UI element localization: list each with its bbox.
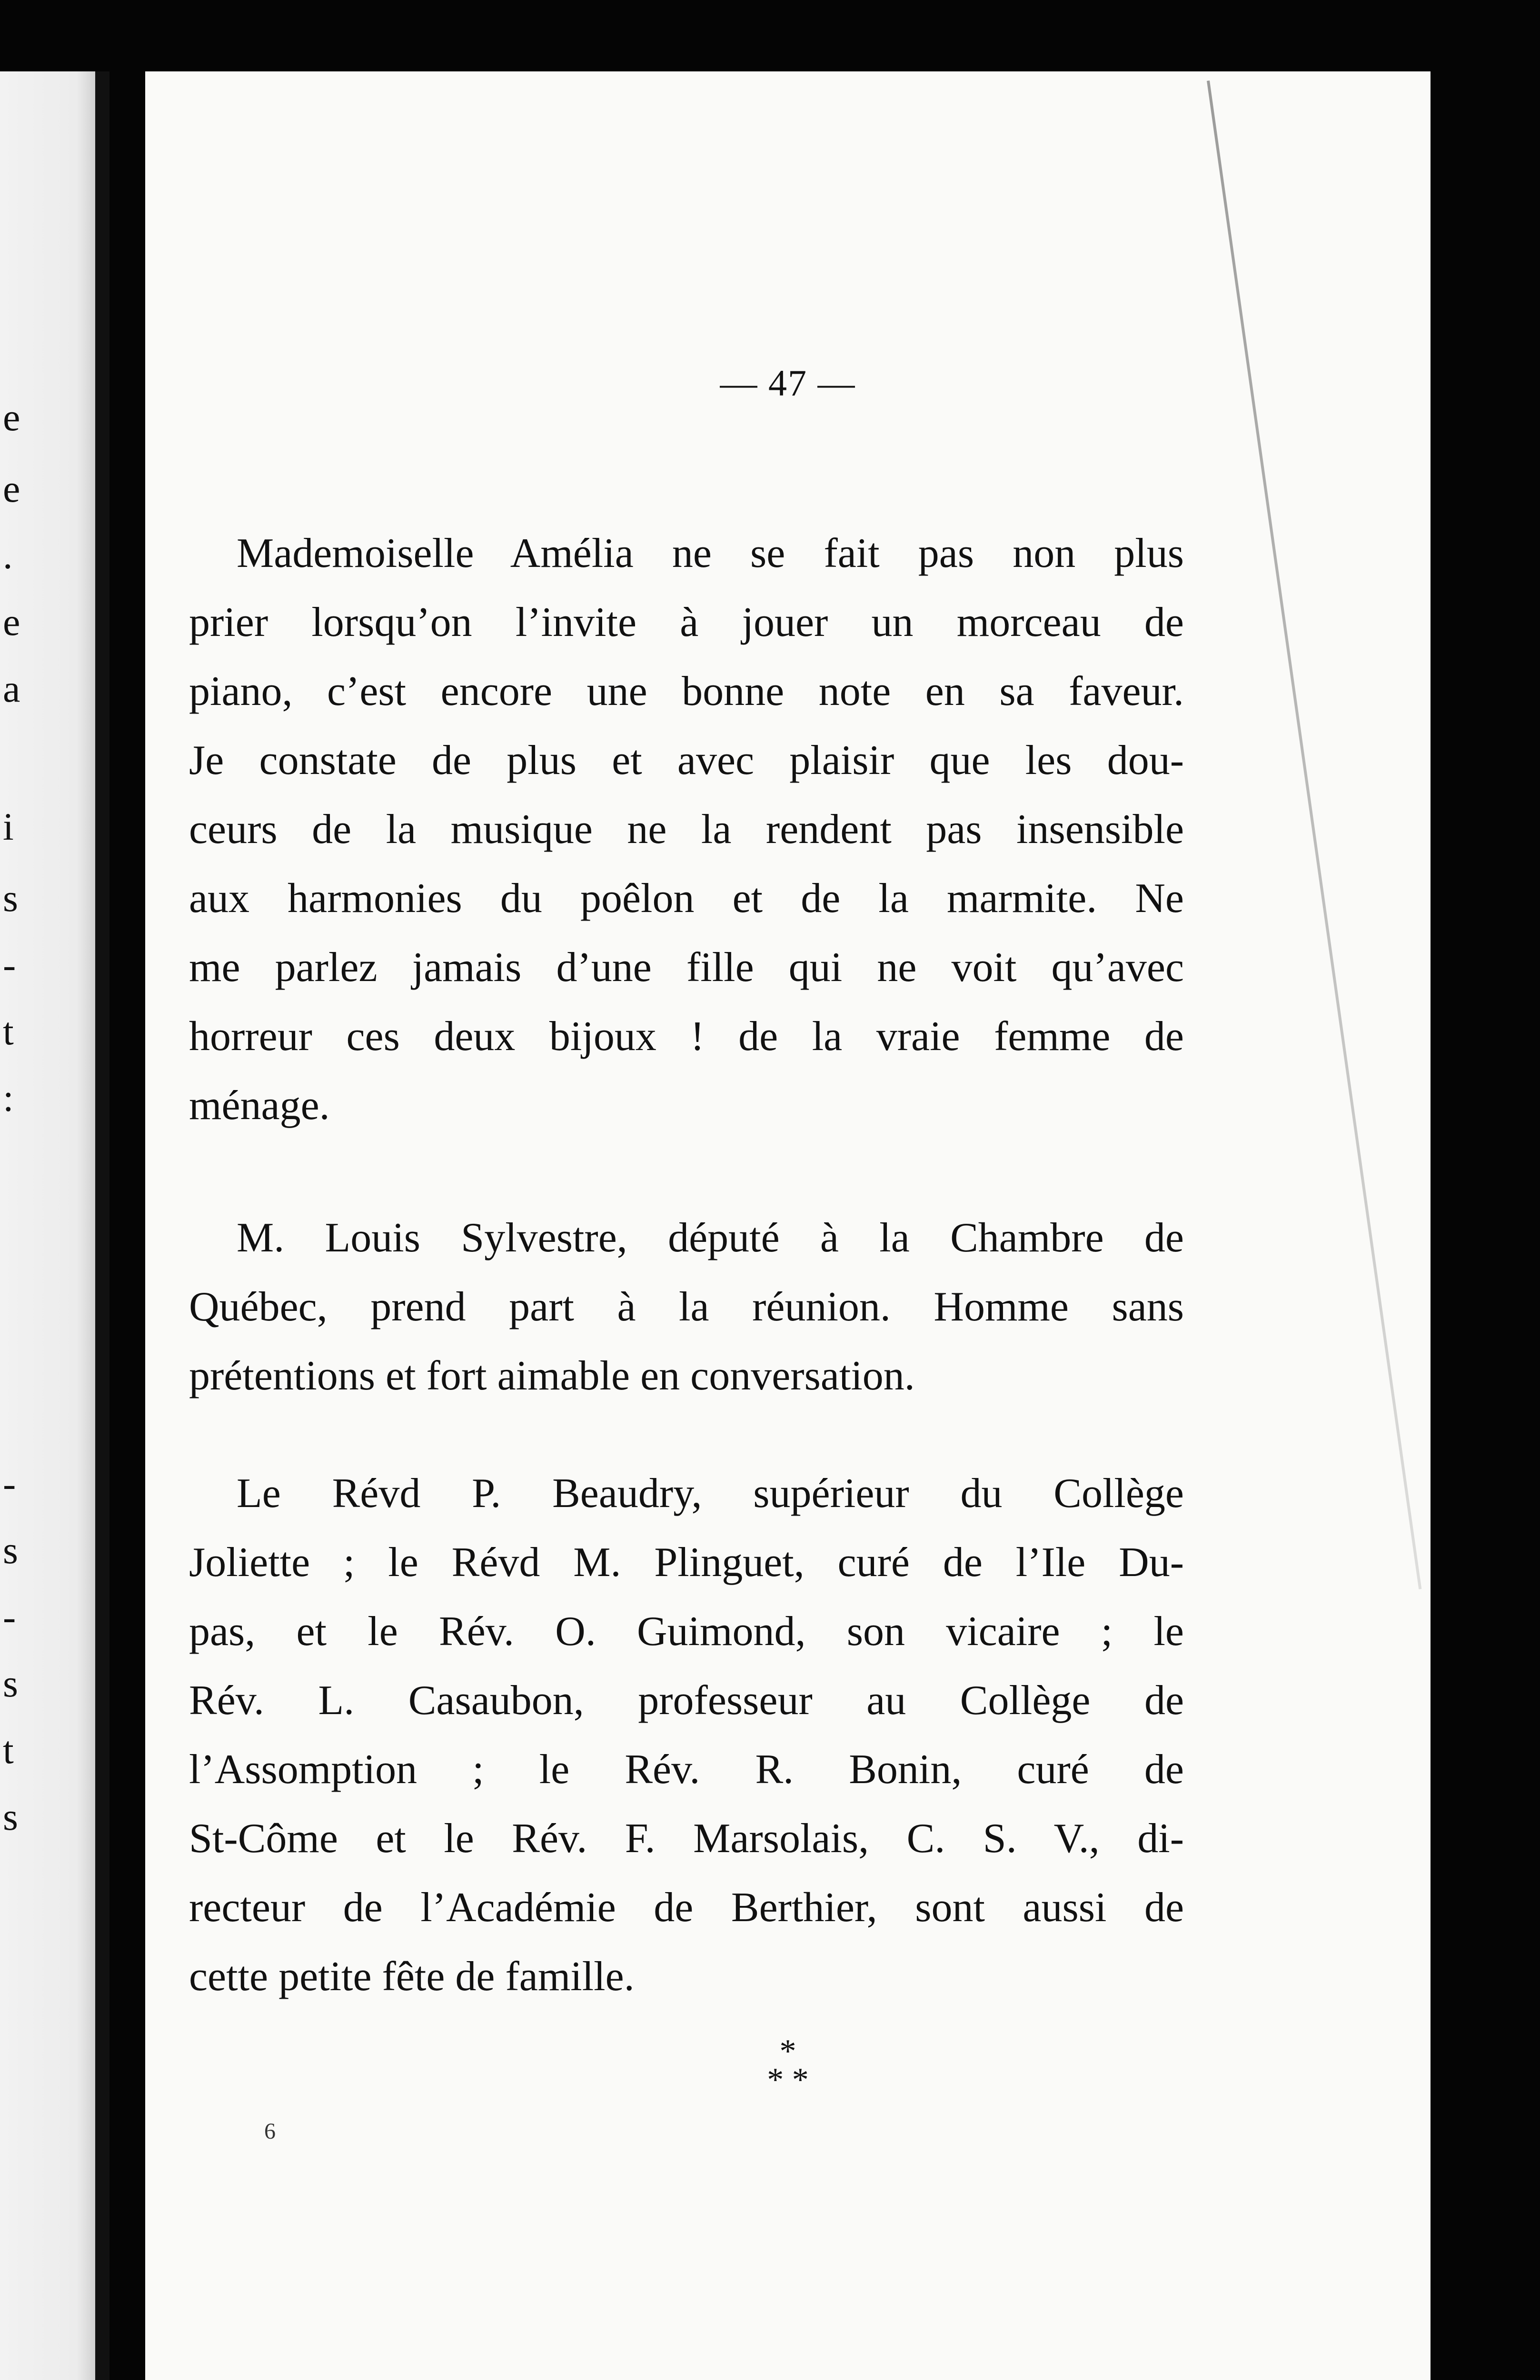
asterism-top: * [779, 2033, 796, 2070]
previous-page-edge [0, 71, 109, 2380]
page-crease [1207, 80, 1421, 1589]
asterism-bottom: * * [767, 2062, 809, 2098]
text-line: recteur de l’Académie de Berthier, sont aussi de [189, 1884, 1184, 1931]
text-line: Mademoiselle Amélia ne se fait pas non plus [237, 530, 1184, 576]
text-line: piano, c’est encore une bonne note en sa faveur. [189, 668, 1184, 714]
edge-char: s [3, 876, 18, 920]
edge-char: e [3, 600, 20, 644]
edge-char: - [3, 1595, 16, 1638]
edge-char: - [3, 1462, 16, 1505]
edge-char: : [3, 1076, 14, 1120]
edge-char: - [3, 943, 16, 986]
edge-char: a [3, 667, 20, 710]
text-line: me parlez jamais d’une fille qui ne voit qu’avec [189, 944, 1184, 991]
paragraph-clergy [189, 1459, 1184, 2011]
edge-char: . [3, 534, 13, 577]
edge-char: t [3, 1010, 14, 1053]
edge-char: s [3, 1528, 18, 1572]
book-page [145, 71, 1431, 2380]
signature-mark: 6 [264, 2119, 276, 2144]
text-line: prier lorsqu’on l’invite à jouer un morceau de [189, 599, 1184, 645]
text-line: Québec, prend part à la réunion. Homme sans [189, 1284, 1184, 1330]
text-line: aux harmonies du poêlon et de la marmite. Ne [189, 875, 1184, 922]
text-line: M. Louis Sylvestre, député à la Chambre de [237, 1215, 1184, 1261]
page-number: — 47 — [720, 362, 856, 404]
text-line: Joliette ; le Révd M. Plinguet, curé de l’Ile Du- [189, 1539, 1184, 1586]
edge-char: s [3, 1795, 18, 1838]
edge-char: t [3, 1728, 14, 1772]
text-line: ménage. [189, 1082, 330, 1129]
text-line: prétentions et fort aimable en conversation. [189, 1353, 915, 1399]
text-line: horreur ces deux bijoux ! de la vraie femme de [189, 1013, 1184, 1060]
edge-char: e [3, 467, 20, 510]
text-line: l’Assomption ; le Rév. R. Bonin, curé de [189, 1746, 1184, 1793]
text-line: Le Révd P. Beaudry, supérieur du Collège [237, 1470, 1184, 1517]
text-line: St-Côme et le Rév. F. Marsolais, C. S. V., di- [189, 1815, 1184, 1862]
text-line: Je constate de plus et avec plaisir que les dou- [189, 737, 1184, 783]
asterism-divider [145, 2033, 1431, 2098]
edge-char: e [3, 396, 20, 439]
book-spine [95, 71, 109, 2380]
edge-char: i [3, 805, 14, 848]
text-line: pas, et le Rév. O. Guimond, son vicaire ; le [189, 1608, 1184, 1655]
paragraph-amelia [189, 519, 1184, 1140]
edge-char: s [3, 1662, 18, 1705]
paragraph-sylvestre [189, 1203, 1184, 1410]
text-line: cette petite fête de famille. [189, 1954, 635, 2000]
text-line: Rév. L. Casaubon, professeur au Collège de [189, 1677, 1184, 1724]
text-line: ceurs de la musique ne la rendent pas insensible [189, 806, 1184, 853]
